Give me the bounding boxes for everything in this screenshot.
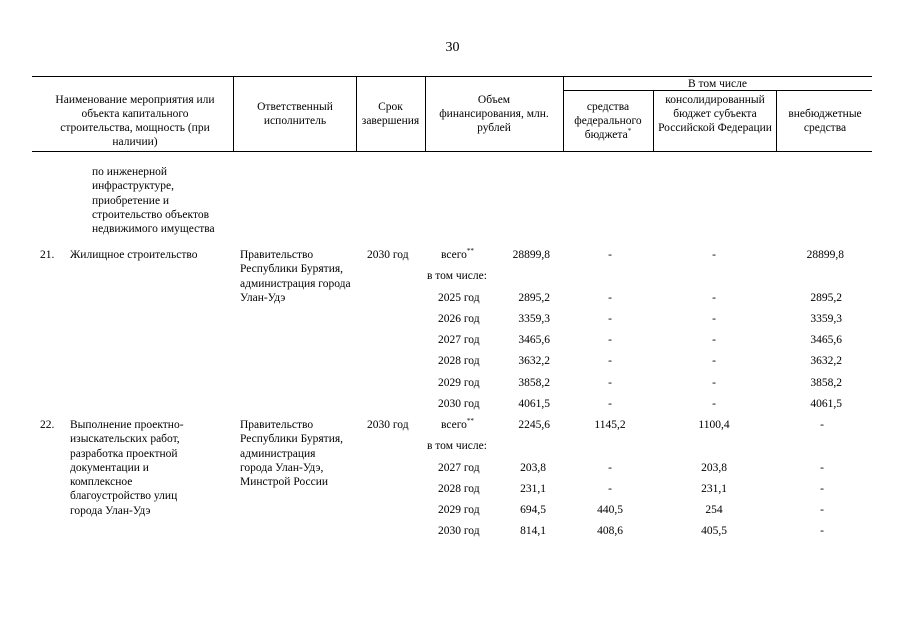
header-executor: Ответственный исполнитель [257, 101, 333, 127]
row-21-year: 2029 год [438, 377, 480, 389]
header-volume: Объем финансирования, млн. рублей [439, 94, 549, 134]
row-21-year-regional: - [712, 313, 716, 325]
header-regional: консолидированный бюджет субъекта Российской Федерации [658, 94, 772, 134]
row-22-year: 2027 год [438, 462, 480, 474]
row-21-year-extra: 3465,6 [810, 334, 842, 346]
row-21-year-federal: - [608, 355, 612, 367]
row-22-year-regional: 231,1 [701, 483, 727, 495]
row-21-year-federal: - [608, 334, 612, 346]
row-22-total-label [441, 418, 474, 432]
row-22-total-regional: 1100,4 [698, 419, 730, 431]
total-mark: ** [466, 247, 474, 255]
row-22-year-regional: 254 [705, 504, 723, 516]
row-22-total-extra: - [820, 419, 824, 431]
row-22-year-volume: 694,5 [520, 504, 546, 516]
row-21-year-extra: 3359,3 [810, 313, 842, 325]
total-label: всего [441, 249, 467, 261]
header-extra: внебюджетные средства [788, 108, 862, 134]
row-21-including-label: в том числе: [427, 270, 487, 282]
continuation-text: по инженерной инфраструктуре, приобретение и строительство объектов недвижимого имущества [92, 166, 215, 236]
row-21-year-volume: 3465,6 [518, 334, 550, 346]
row-21-year-federal: - [608, 377, 612, 389]
header-divider [233, 76, 234, 151]
row-21-year-federal: - [608, 313, 612, 325]
row-21-number: 21. [40, 249, 55, 261]
row-21-year-extra: 3858,2 [810, 377, 842, 389]
row-21-year: 2030 год [438, 398, 480, 410]
row-22-term: 2030 год [367, 419, 409, 431]
row-21-year-extra: 4061,5 [810, 398, 842, 410]
row-22-year-volume: 814,1 [520, 525, 546, 537]
header-federal [565, 100, 651, 142]
row-21-executor: Правительство Республики Бурятия, администрация города Улан-Удэ [240, 249, 351, 304]
row-22-year-extra: - [820, 504, 824, 516]
row-21-year-regional: - [712, 292, 716, 304]
header-divider [776, 90, 777, 151]
row-22-year: 2030 год [438, 525, 480, 537]
row-21-year-volume: 3632,2 [518, 355, 550, 367]
row-21-year-regional: - [712, 334, 716, 346]
row-21-year-regional: - [712, 398, 716, 410]
row-22-year-volume: 231,1 [520, 483, 546, 495]
row-22-year-federal: 440,5 [597, 504, 623, 516]
row-22-year-federal: 408,6 [597, 525, 623, 537]
row-21-year: 2027 год [438, 334, 480, 346]
row-21-total-regional: - [712, 249, 716, 261]
row-22-year-extra: - [820, 525, 824, 537]
row-21-year-volume: 3359,3 [518, 313, 550, 325]
row-21-year-extra: 2895,2 [810, 292, 842, 304]
row-22-year: 2029 год [438, 504, 480, 516]
row-21-year-volume: 3858,2 [518, 377, 550, 389]
row-21-year-regional: - [712, 355, 716, 367]
header-federal-mark: * [627, 127, 632, 135]
row-21-year-volume: 2895,2 [518, 292, 550, 304]
row-21-year: 2028 год [438, 355, 480, 367]
row-21-year: 2025 год [438, 292, 480, 304]
row-22-year-regional: 405,5 [701, 525, 727, 537]
row-21-year-regional: - [712, 377, 716, 389]
row-22-year-federal: - [608, 462, 612, 474]
row-21-year-extra: 3632,2 [810, 355, 842, 367]
row-22-year-volume: 203,8 [520, 462, 546, 474]
row-21-year-volume: 4061,5 [518, 398, 550, 410]
row-22-executor: Правительство Республики Бурятия, администрация города Улан-Удэ, Минстрой России [240, 419, 344, 489]
row-21-name: Жилищное строительство [70, 249, 198, 261]
row-21-total-extra: 28899,8 [806, 249, 844, 261]
row-22-year-federal: - [608, 483, 612, 495]
row-22-name: Выполнение проектно-изыскательских работ, разработка проектной документации и комплексное благоустройство улиц города Улан-Удэ [70, 419, 184, 517]
header-term: Срок завершения [361, 101, 420, 127]
row-22-year-extra: - [820, 462, 824, 474]
row-21-year: 2026 год [438, 313, 480, 325]
total-mark: ** [466, 417, 474, 425]
row-21-term: 2030 год [367, 249, 409, 261]
row-22-year-regional: 203,8 [701, 462, 727, 474]
header-name: Наименование мероприятия или объекта капитального строительства, мощность (при наличии) [55, 94, 215, 148]
header-divider [425, 76, 426, 151]
row-21-total-label [441, 248, 474, 262]
header-including: В том числе [688, 78, 747, 90]
row-22-including-label: в том числе: [427, 440, 487, 452]
row-22-total-volume: 2245,6 [518, 419, 550, 431]
page-number: 30 [445, 40, 460, 55]
header-federal-text: средства федерального бюджета [574, 101, 642, 141]
row-21-year-federal: - [608, 398, 612, 410]
row-22-year: 2028 год [438, 483, 480, 495]
row-22-total-federal: 1145,2 [594, 419, 626, 431]
row-21-year-federal: - [608, 292, 612, 304]
header-bottom-rule [32, 151, 872, 152]
row-22-year-extra: - [820, 483, 824, 495]
row-22-number: 22. [40, 419, 55, 431]
total-label: всего [441, 419, 467, 431]
row-21-total-federal: - [608, 249, 612, 261]
row-21-total-volume: 28899,8 [512, 249, 550, 261]
